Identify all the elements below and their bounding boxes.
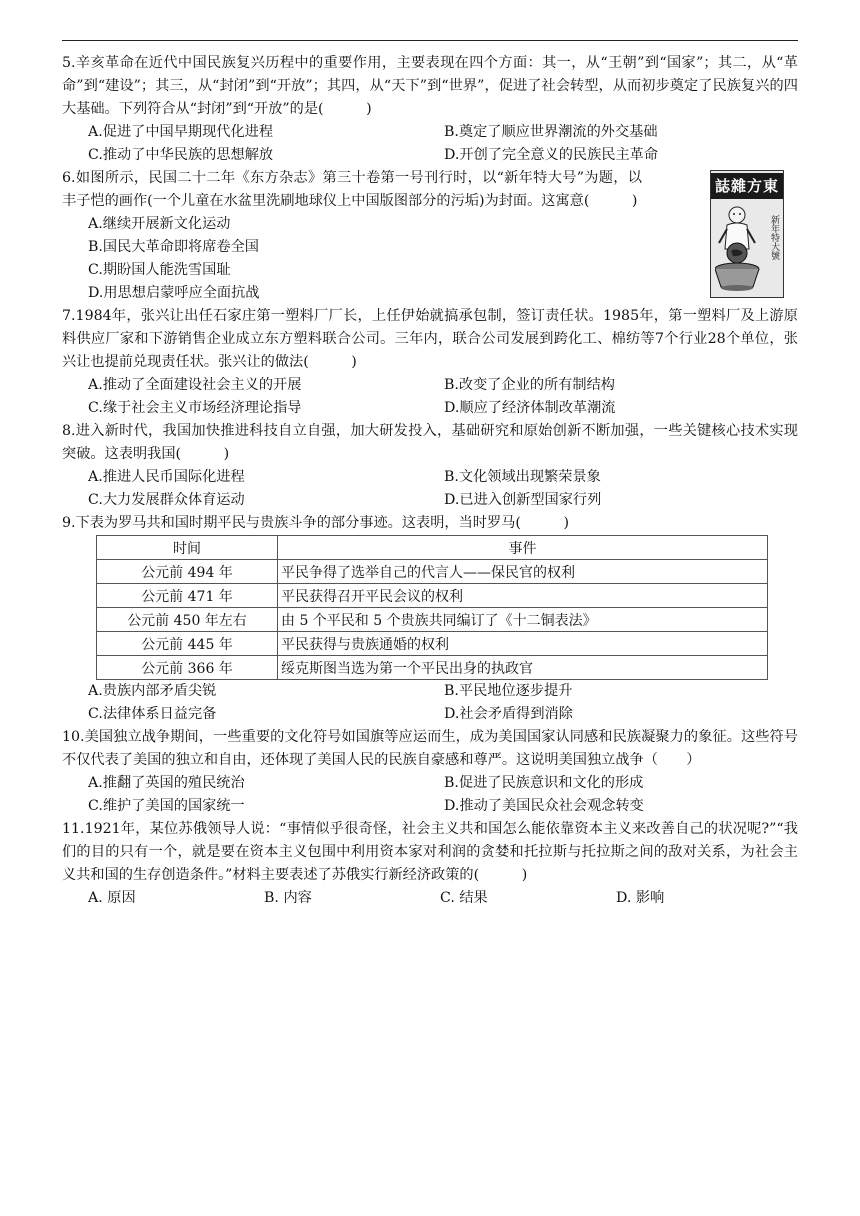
option-a[interactable]: A.推进人民币国际化进程 xyxy=(88,469,245,485)
cover-title: 誌雜方東 xyxy=(711,173,783,199)
question-6 xyxy=(62,167,798,305)
table-row xyxy=(97,608,768,632)
table-cell-time: 公元前 494 年 xyxy=(97,560,278,584)
question-11 xyxy=(62,818,798,910)
option-d[interactable]: D.开创了完全意义的民族民主革命 xyxy=(444,147,659,163)
option-d[interactable]: D.推动了美国民众社会观念转变 xyxy=(444,798,644,814)
option-d[interactable]: D.顺应了经济体制改革潮流 xyxy=(444,400,616,416)
option-d[interactable]: D. 影响 xyxy=(616,890,665,906)
option-c[interactable]: C.大力发展群众体育运动 xyxy=(88,492,245,508)
option-c[interactable]: C.期盼国人能洗雪国耻 xyxy=(88,262,231,278)
table-row xyxy=(97,632,768,656)
option-b[interactable]: B.平民地位逐步提升 xyxy=(444,683,573,699)
table-cell-event: 由 5 个平民和 5 个贵族共同编订了《十二铜表法》 xyxy=(278,608,768,632)
option-c[interactable]: C.法律体系日益完备 xyxy=(88,706,217,722)
table-cell-time: 公元前 366 年 xyxy=(97,656,278,680)
table-header-event: 事件 xyxy=(278,536,768,560)
option-c[interactable]: C.维护了美国的国家统一 xyxy=(88,798,245,814)
table-row xyxy=(97,656,768,680)
option-c[interactable]: C.推动了中华民族的思想解放 xyxy=(88,147,274,163)
option-a[interactable]: A.继续开展新文化运动 xyxy=(88,216,231,232)
option-b[interactable]: B.国民大革命即将席卷全国 xyxy=(88,239,259,255)
table-cell-time: 公元前 445 年 xyxy=(97,632,278,656)
table-cell-event: 平民获得与贵族通婚的权利 xyxy=(278,632,768,656)
table-cell-event: 绥克斯图当选为第一个平民出身的执政官 xyxy=(278,656,768,680)
question-9-options xyxy=(62,680,798,726)
question-8-stem: 8.进入新时代，我国加快推进科技自立自强，加大研发投入，基础研究和原始创新不断加强，一些关键核心技术实现突破。这表明我国( ) xyxy=(62,423,798,462)
option-a[interactable]: A.推翻了英国的殖民统治 xyxy=(88,775,245,791)
table-cell-event: 平民争得了选举自己的代言人——保民官的权利 xyxy=(278,560,768,584)
option-d[interactable]: D.已进入创新型国家行列 xyxy=(444,492,602,508)
table-row xyxy=(97,560,768,584)
question-9-stem: 9.下表为罗马共和国时期平民与贵族斗争的部分事迹。这表明，当时罗马( ) xyxy=(62,515,569,531)
table-header-time: 时间 xyxy=(97,536,278,560)
option-a[interactable]: A.推动了全面建设社会主义的开展 xyxy=(88,377,302,393)
question-5 xyxy=(62,52,798,167)
question-8 xyxy=(62,420,798,512)
question-11-options xyxy=(62,887,798,910)
question-8-options xyxy=(62,466,798,512)
table-header-row xyxy=(97,536,768,560)
option-a[interactable]: A. 原因 xyxy=(88,890,136,906)
table-cell-time: 公元前 450 年左右 xyxy=(97,608,278,632)
question-7-options xyxy=(62,374,798,420)
child-washing-globe-illustration xyxy=(715,203,769,295)
option-d[interactable]: D.社会矛盾得到消除 xyxy=(444,706,573,722)
question-7-stem: 7.1984年，张兴让出任石家庄第一塑料厂厂长，上任伊始就搞承包制，签订责任状。1985年，第一塑料厂及上游原料供应厂家和下游销售企业成立东方塑料联合公司。三年内，联合公司发展到跨化工、棉纺等7个行业28个单位，张兴让也提前兑现责任状。张兴让的做法( ) xyxy=(62,308,798,370)
question-5-stem: 5.辛亥革命在近代中国民族复兴历程中的重要作用，主要表现在四个方面：其一，从“王朝”到“国家”；其二，从“革命”到“建设”；其三，从“封闭”到“开放”；其四，从“天下”到“世界”，促进了社会转型，从而初步奠定了民族复兴的四大基础。下列符合从“封闭”到“开放”的是( ) xyxy=(62,55,798,117)
question-11-stem: 11.1921年，某位苏俄领导人说：“事情似乎很奇怪，社会主义共和国怎么能依靠资本主义来改善自己的状况呢?”“我们的目的只有一个，就是要在资本主义包围中利用资本家对利润的贪婪和托拉斯与托拉斯之间的敌对关系，为社会主义共和国的生存创造条件。”材料主要表述了苏俄实行新经济政策的( ) xyxy=(62,821,798,883)
option-b[interactable]: B.文化领域出现繁荣景象 xyxy=(444,469,601,485)
question-5-options xyxy=(62,121,798,167)
option-b[interactable]: B. 内容 xyxy=(264,890,312,906)
question-10 xyxy=(62,726,798,818)
option-c[interactable]: C. 结果 xyxy=(440,890,488,906)
option-b[interactable]: B.奠定了顺应世界潮流的外交基础 xyxy=(444,124,658,140)
cover-side-text: 新年特大號 xyxy=(769,215,779,260)
table-row xyxy=(97,584,768,608)
option-c[interactable]: C.缘于社会主义市场经济理论指导 xyxy=(88,400,302,416)
option-d[interactable]: D.用思想启蒙呼应全面抗战 xyxy=(88,285,260,301)
option-b[interactable]: B.促进了民族意识和文化的形成 xyxy=(444,775,644,791)
question-10-stem: 10.美国独立战争期间，一些重要的文化符号如国旗等应运而生，成为美国国家认同感和民族凝聚力的象征。这些符号不仅代表了美国的独立和自由，还体现了美国人民的民族自豪感和尊严。这说明美国独立战争（ ） xyxy=(62,729,798,768)
header-rule xyxy=(62,40,798,41)
question-10-options xyxy=(62,772,798,818)
question-9 xyxy=(62,512,798,726)
option-b[interactable]: B.改变了企业的所有制结构 xyxy=(444,377,615,393)
exam-page xyxy=(62,52,798,910)
table-cell-time: 公元前 471 年 xyxy=(97,584,278,608)
table-cell-event: 平民获得召开平民会议的权利 xyxy=(278,584,768,608)
option-a[interactable]: A.贵族内部矛盾尖锐 xyxy=(88,683,217,699)
magazine-cover-image xyxy=(710,170,784,298)
question-6-options xyxy=(62,213,798,305)
question-6-stem: 6.如图所示，民国二十二年《东方杂志》第三十卷第一号刊行时，以“新年特大号”为题，以丰子恺的画作(一个儿童在水盆里洗刷地球仪上中国版图部分的污垢)为封面。这寓意( ) xyxy=(62,170,642,209)
events-table xyxy=(96,535,768,680)
question-7 xyxy=(62,305,798,420)
option-a[interactable]: A.促进了中国早期现代化进程 xyxy=(88,124,274,140)
